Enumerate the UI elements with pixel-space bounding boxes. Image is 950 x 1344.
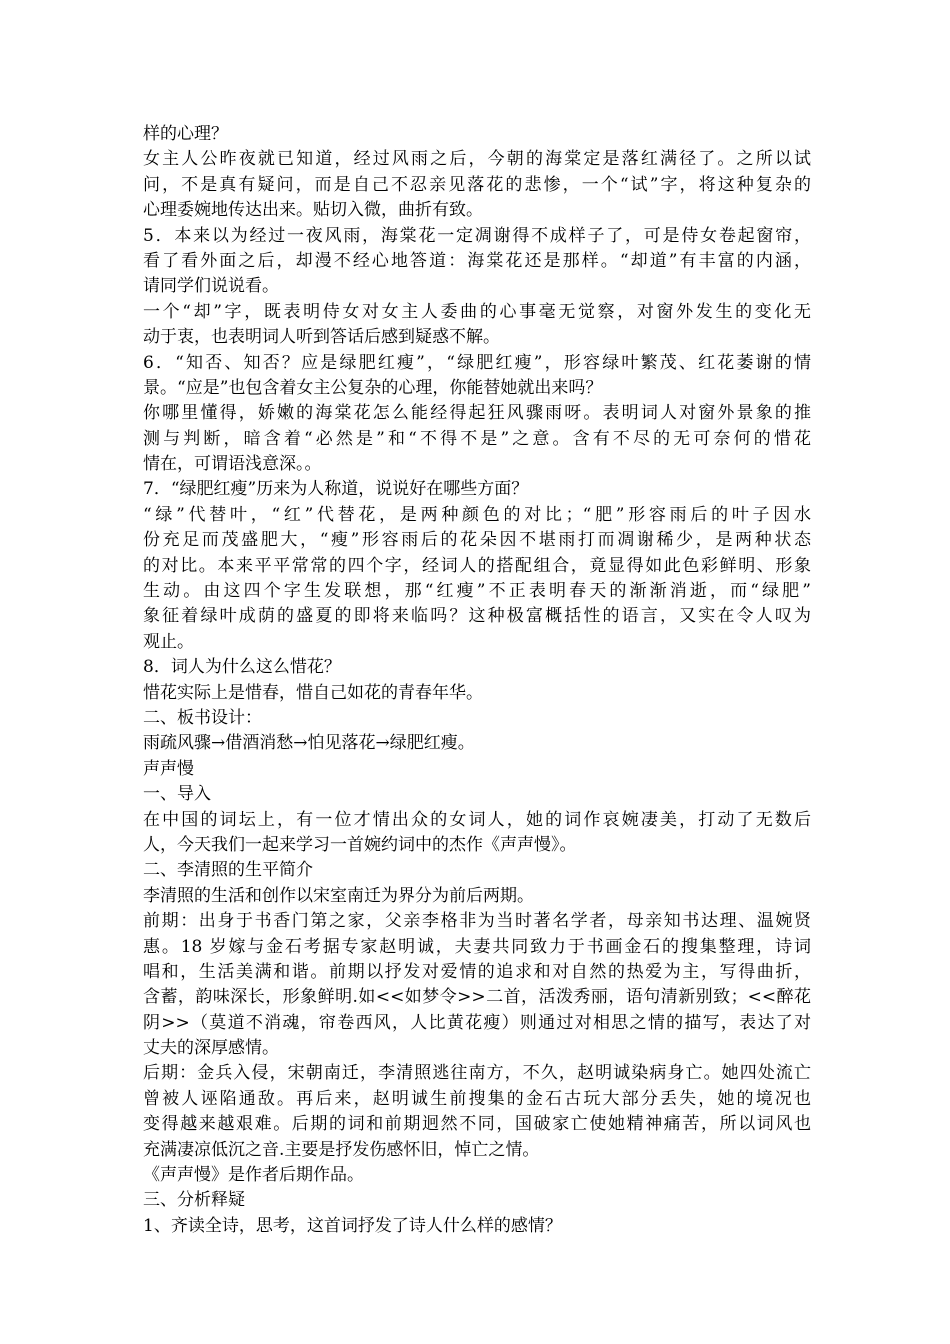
text-line: 唱和，生活美满和谐。前期以抒发对爱情的追求和对自然的热爱为主，写得曲折，	[143, 961, 811, 982]
text-line: 一、导入	[143, 784, 211, 805]
text-line: 6．“知否、知否？应是绿肥红瘦”，“绿肥红瘦”，形容绿叶繁茂、红花萎谢的情	[143, 352, 811, 373]
text-line: 惜花实际上是惜春，惜自己如花的青春年华。	[143, 682, 483, 703]
text-line: 象征着绿叶成荫的盛夏的即将来临吗？这种极富概括性的语言，又实在令人叹为	[143, 606, 811, 627]
text-line: 声声慢	[143, 758, 194, 779]
text-line: 7．“绿肥红瘦”历来为人称道，说说好在哪些方面？	[143, 479, 529, 500]
text-line: 生动。由这四个字生发联想，那“红瘦”不正表明春天的渐渐消逝，而“绿肥”	[143, 581, 811, 602]
text-line: “绿”代替叶，“红”代替花，是两种颜色的对比；“肥”形容雨后的叶子因水	[143, 504, 811, 525]
text-line: 二、李清照的生平简介	[143, 860, 313, 881]
text-line: 在中国的词坛上，有一位才情出众的女词人，她的词作哀婉凄美，打动了无数后	[143, 809, 811, 830]
text-line: 丈夫的深厚感情。	[143, 1038, 279, 1059]
text-line: 情在，可谓语浅意深。。	[143, 454, 322, 475]
text-line: 三、分析释疑	[143, 1190, 245, 1211]
text-line: 观止。	[143, 631, 194, 652]
text-line: 份充足而茂盛肥大，“瘦”形容雨后的花朵因不堪雨打而凋谢稀少，是两种状态	[143, 530, 811, 551]
text-line: 测与判断，暗含着“必然是”和“不得不是”之意。含有不尽的无可奈何的惜花	[143, 428, 811, 449]
text-line: 含蓄，韵味深长，形象鲜明.如<<如梦令>>二首，活泼秀丽，语句清新别致；<<醉花	[143, 987, 811, 1008]
text-line: 人，今天我们一起来学习一首婉约词中的杰作《声声慢》。	[143, 834, 577, 855]
text-line: 惠。18 岁嫁与金石考据专家赵明诚，夫妻共同致力于书画金石的搜集整理，诗词	[143, 936, 811, 957]
text-line: 样的心理？	[143, 124, 228, 144]
text-line: 的对比。本来平平常常的四个字，经词人的搭配组合，竟显得如此色彩鲜明、形象	[143, 555, 811, 576]
text-line: 雨疏风骤→借酒消愁→怕见落花→绿肥红瘦。	[143, 733, 475, 754]
text-line: 前期：出身于书香门第之家，父亲李格非为当时著名学者，母亲知书达理、温婉贤	[143, 911, 811, 932]
text-line: 充满凄凉低沉之音.主要是抒发伤感怀旧，悼亡之情。	[143, 1139, 540, 1160]
text-line: 心理委婉地传达出来。贴切入微，曲折有致。	[143, 200, 483, 221]
text-line: 问，不是真有疑问，而是自己不忍亲见落花的悲惨，一个“试”字，将这种复杂的	[143, 174, 811, 195]
text-line: 李清照的生活和创作以宋室南迁为界分为前后两期。	[143, 885, 534, 906]
text-line: 看了看外面之后，却漫不经心地答道：海棠花还是那样。“却道”有丰富的内涵，	[143, 250, 811, 271]
text-line: 请同学们说说看。	[143, 276, 279, 297]
text-line: 变得越来越艰难。后期的词和前期迥然不同，国破家亡使她精神痛苦，所以词风也	[143, 1114, 811, 1135]
text-line: 8．词人为什么这么惜花？	[143, 657, 341, 678]
text-line: 二、板书设计：	[143, 707, 262, 728]
text-line: 《声声慢》是作者后期作品。	[143, 1165, 364, 1186]
text-line: 一个“却”字，既表明侍女对女主人委曲的心事毫无觉察，对窗外发生的变化无	[143, 301, 811, 322]
text-line: 景。“应是”也包含着女主公复杂的心理，你能替她就出来吗？	[143, 377, 603, 398]
document-body	[143, 122, 811, 1239]
text-line: 动于衷，也表明词人听到答话后感到疑惑不解。	[143, 327, 500, 348]
text-line: 你哪里懂得，娇嫩的海棠花怎么能经得起狂风骤雨呀。表明词人对窗外景象的推	[143, 403, 811, 424]
text-line: 女主人公昨夜就已知道，经过风雨之后，今朝的海棠定是落红满径了。之所以试	[143, 149, 811, 170]
text-line: 阴>>（莫道不消魂，帘卷西风，人比黄花瘦）则通过对相思之情的描写，表达了对	[143, 1012, 811, 1033]
text-line: 5．本来以为经过一夜风雨，海棠花一定凋谢得不成样子了，可是侍女卷起窗帘，	[143, 225, 811, 246]
text-line: 曾被人诬陷通敌。再后来，赵明诚生前搜集的金石古玩大部分丢失，她的境况也	[143, 1088, 811, 1109]
text-line: 后期：金兵入侵，宋朝南迁，李清照逃往南方，不久，赵明诚染病身亡。她四处流亡	[143, 1063, 811, 1084]
text-line: 1、齐读全诗，思考，这首词抒发了诗人什么样的感情？	[143, 1215, 562, 1236]
